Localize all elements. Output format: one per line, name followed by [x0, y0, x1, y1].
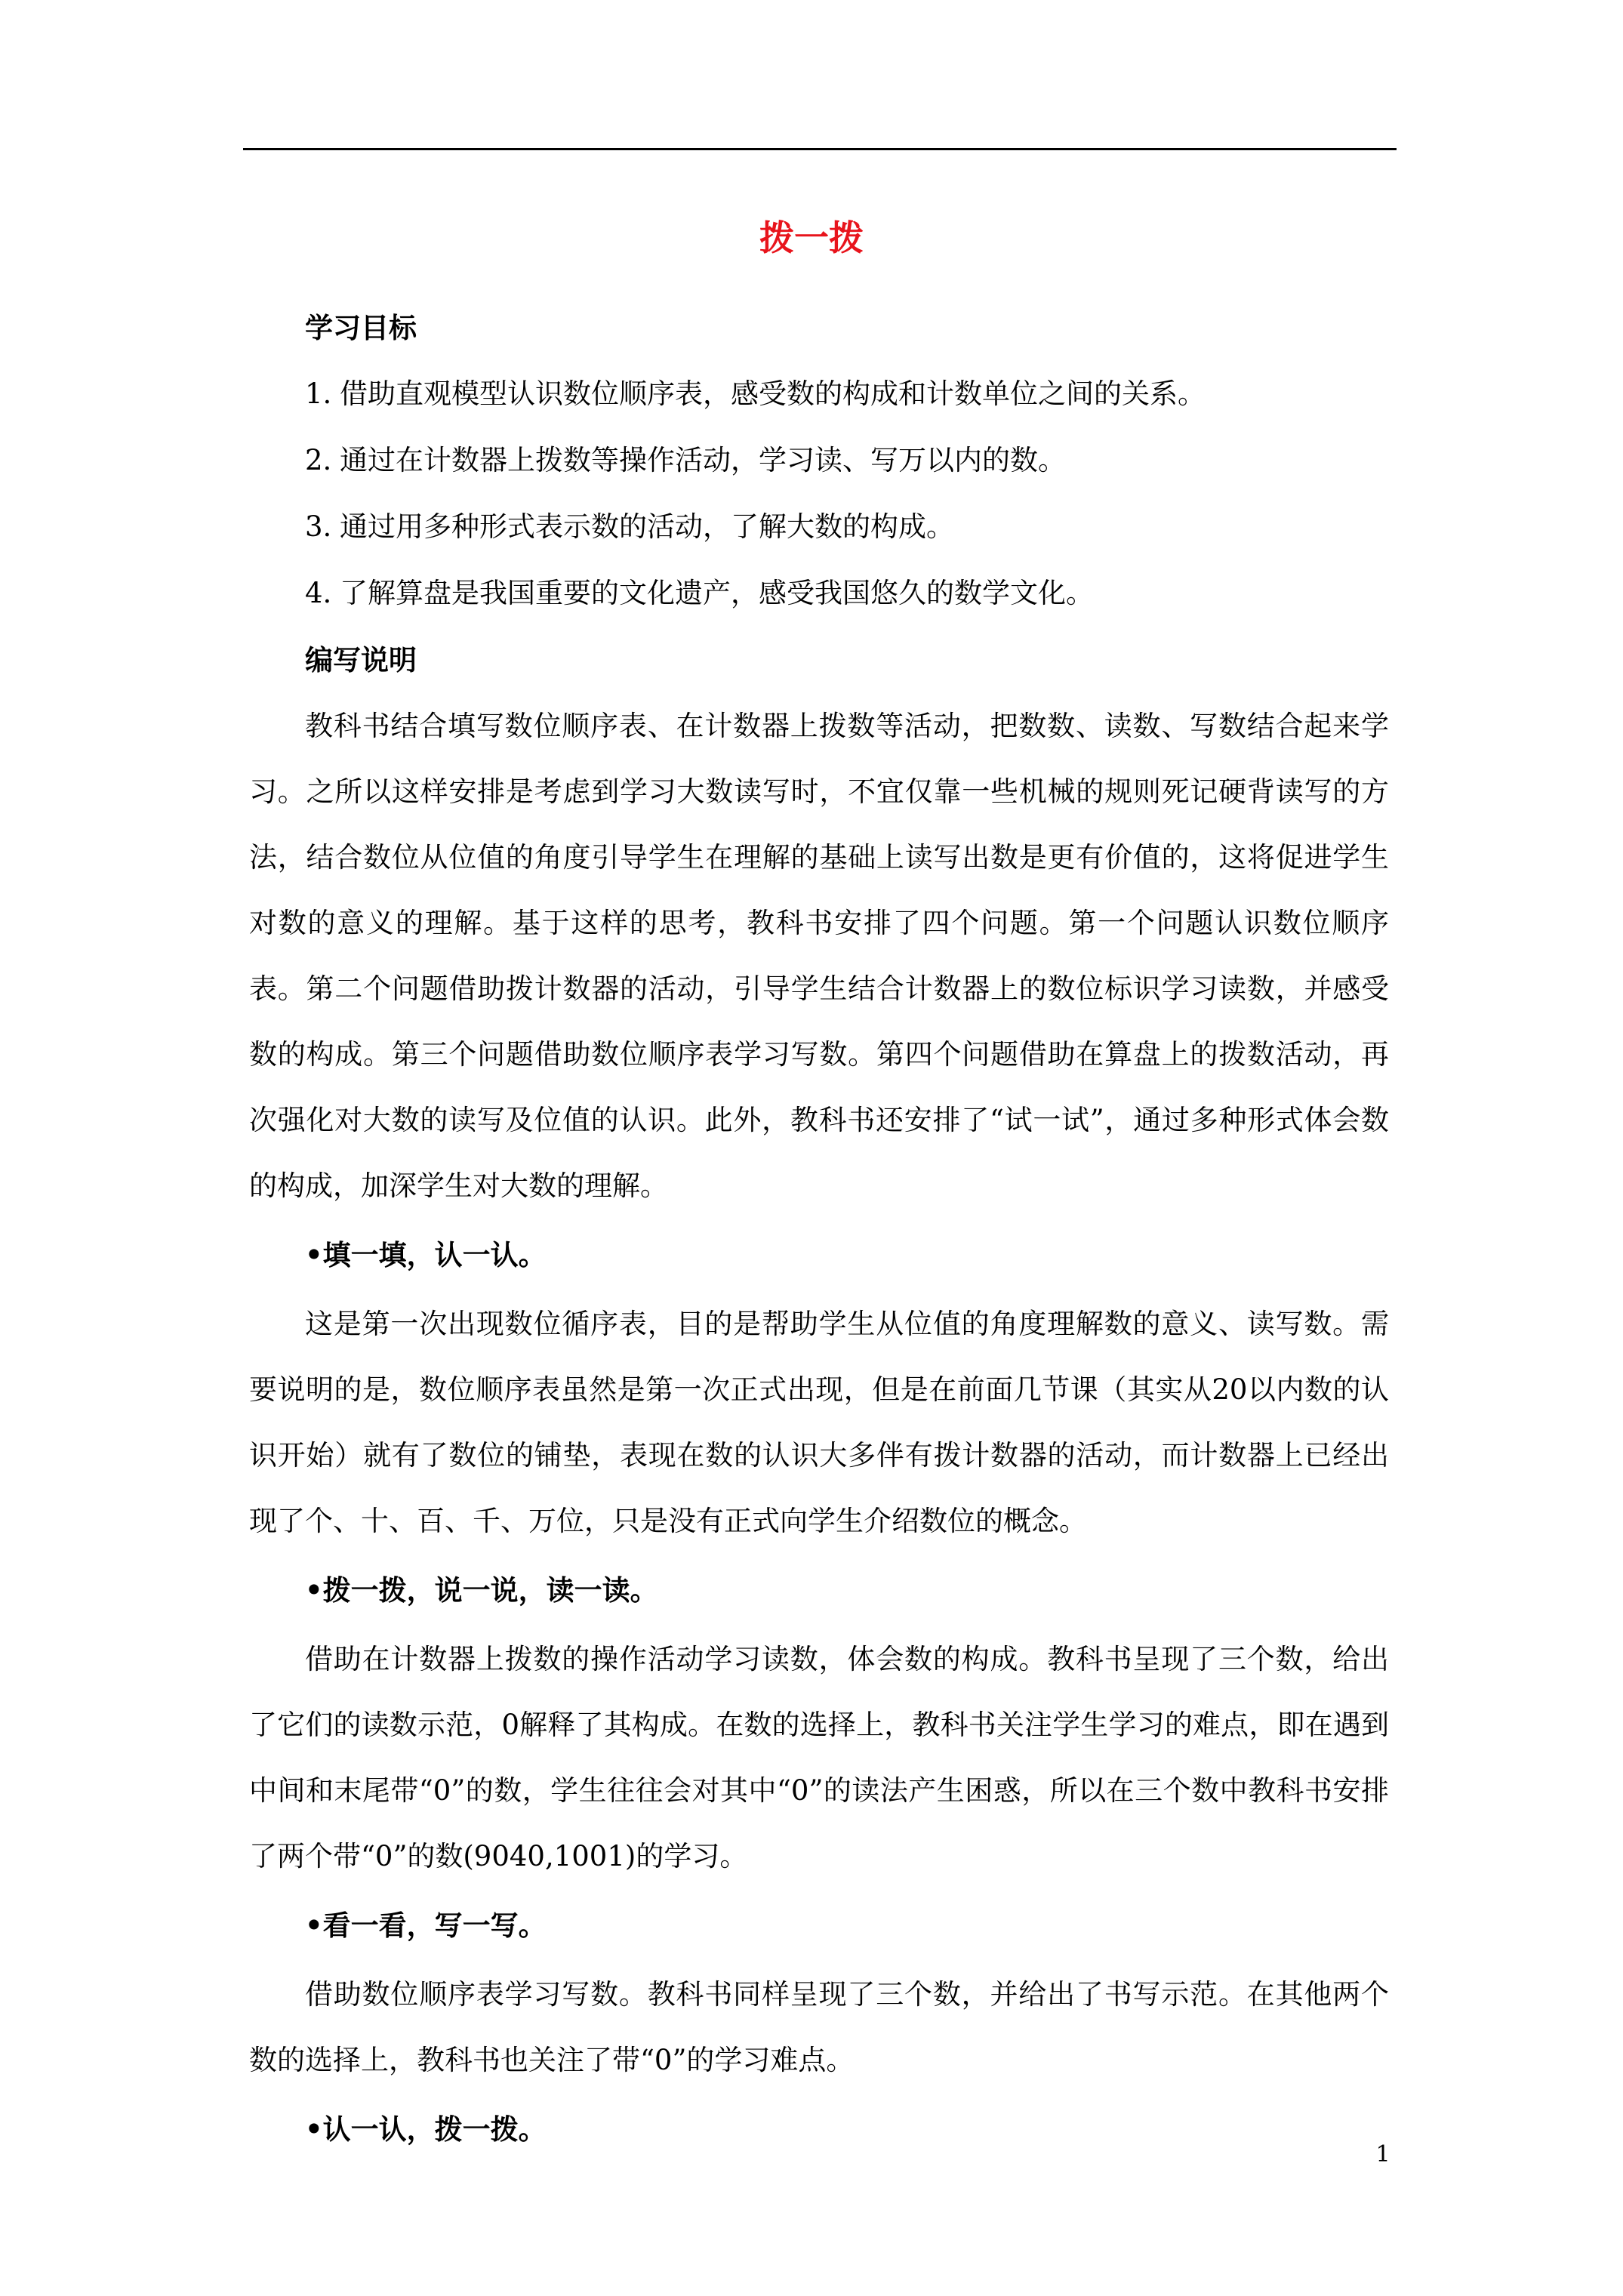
section-heading: •拨一拨，说一说，读一读。: [305, 1573, 658, 1607]
document-body: [249, 294, 1389, 2165]
notes-heading: 编写说明: [305, 643, 417, 676]
objective-text: 通过在计数器上拨数等操作活动，学习读、写万以内的数。: [340, 444, 1066, 476]
header-rule: [243, 148, 1397, 150]
objective-text: 通过用多种形式表示数的活动，了解大数的构成。: [340, 510, 954, 543]
section-paragraph: 借助数位顺序表学习写数。教科书同样呈现了三个数，并给出了书写示范。在其他两个数的选择上，教科书也关注了带“0”的学习难点。: [249, 1978, 1389, 2076]
objective-number: 1.: [305, 378, 332, 410]
objective-number: 4.: [305, 577, 332, 609]
section-paragraph: 这是第一次出现数位循序表，目的是帮助学生从位值的角度理解数的意义、读写数。需要说明的是，数位顺序表虽然是第一次正式出现，但是在前面几节课（其实从20以内数的认识开始）就有了数位的铺垫，表现在数的认识大多伴有拨计数器的活动，而计数器上已经出现了个、十、百、千、万位，只是没有正式向学生介绍数位的概念。: [249, 1308, 1389, 1537]
objective-number: 3.: [305, 510, 332, 543]
section-heading: •认一认，拨一拨。: [305, 2113, 547, 2146]
section-paragraph: 借助在计数器上拨数的操作活动学习读数，体会数的构成。教科书呈现了三个数，给出了它们的读数示范，0解释了其构成。在数的选择上，教科书关注学生学习的难点，即在遇到中间和末尾带“0”的数，学生往往会对其中“0”的读法产生困惑，所以在三个数中教科书安排了两个带“0”的数(9040,1001)的学习。: [249, 1643, 1389, 1872]
objective-item: [249, 560, 1389, 627]
objective-item: [249, 494, 1389, 560]
notes-paragraph: 教科书结合填写数位顺序表、在计数器上拨数等活动，把数数、读数、写数结合起来学习。之所以这样安排是考虑到学习大数读写时，不宜仅靠一些机械的规则死记硬背读写的方法，结合数位从位值的角度引导学生在理解的基础上读写出数是更有价值的，这将促进学生对数的意义的理解。基于这样的思考，教科书安排了四个问题。第一个问题认识数位顺序表。第二个问题借助拨计数器的活动，引导学生结合计数器上的数位标识学习读数，并感受数的构成。第三个问题借助数位顺序表学习写数。第四个问题借助在算盘上的拨数活动，再次强化对大数的读写及位值的认识。此外，教科书还安排了“试一试”，通过多种形式体会数的构成，加深学生对大数的理解。: [249, 710, 1389, 1202]
page-title: 拨一拨: [759, 217, 864, 258]
objective-text: 了解算盘是我国重要的文化遗产，感受我国悠久的数学文化。: [340, 577, 1094, 609]
objective-item: [249, 427, 1389, 494]
objective-item: [249, 361, 1389, 427]
section-heading: •填一填，认一认。: [305, 1238, 547, 1271]
page-number: 1: [1375, 2141, 1390, 2168]
objective-number: 2.: [305, 444, 332, 476]
objectives-heading: 学习目标: [305, 311, 417, 344]
objective-text: 借助直观模型认识数位顺序表，感受数的构成和计数单位之间的关系。: [340, 378, 1206, 410]
section-heading: •看一看，写一写。: [305, 1909, 547, 1942]
